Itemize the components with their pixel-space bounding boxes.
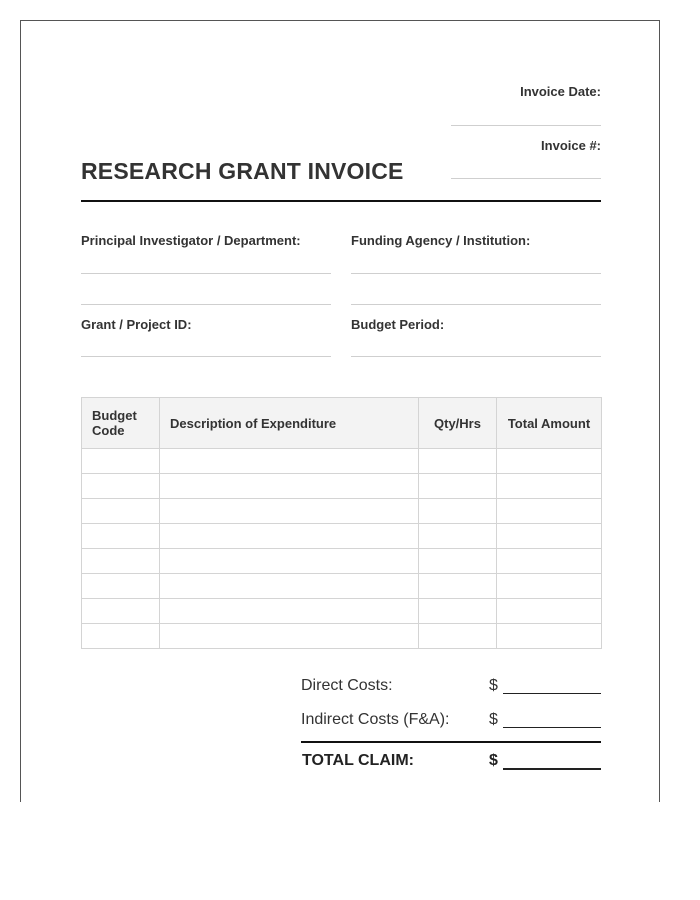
description-cell[interactable] bbox=[160, 574, 419, 599]
qty-hrs-cell[interactable] bbox=[419, 474, 497, 499]
invoice-number-label: Invoice #: bbox=[541, 138, 601, 153]
table-row bbox=[82, 524, 602, 549]
direct-costs-field[interactable] bbox=[503, 693, 601, 694]
table-header-row bbox=[82, 398, 602, 449]
description-cell[interactable] bbox=[160, 549, 419, 574]
qty-hrs-cell[interactable] bbox=[419, 549, 497, 574]
budget-period-field[interactable] bbox=[351, 356, 601, 357]
total-amount-cell[interactable] bbox=[497, 549, 602, 574]
description-cell[interactable] bbox=[160, 624, 419, 649]
total-amount-cell[interactable] bbox=[497, 599, 602, 624]
column-header-qty-hrs: Qty/Hrs bbox=[419, 398, 497, 449]
qty-hrs-cell[interactable] bbox=[419, 524, 497, 549]
total-amount-cell[interactable] bbox=[497, 624, 602, 649]
table-body bbox=[82, 449, 602, 649]
table-row bbox=[82, 599, 602, 624]
column-header-description: Description of Expenditure bbox=[160, 398, 419, 449]
budget-code-cell[interactable] bbox=[82, 599, 160, 624]
expenditure-table bbox=[81, 397, 602, 649]
total-amount-cell[interactable] bbox=[497, 524, 602, 549]
budget-code-cell[interactable] bbox=[82, 499, 160, 524]
funding-agency-field-line-1[interactable] bbox=[351, 273, 601, 274]
column-header-total-amount: Total Amount bbox=[497, 398, 602, 449]
budget-period-label: Budget Period: bbox=[351, 317, 445, 332]
indirect-costs-field[interactable] bbox=[503, 727, 601, 728]
table-row bbox=[82, 624, 602, 649]
budget-code-cell[interactable] bbox=[82, 474, 160, 499]
total-claim-currency: $ bbox=[489, 752, 498, 769]
total-amount-cell[interactable] bbox=[497, 474, 602, 499]
funding-agency-label: Funding Agency / Institution: bbox=[351, 233, 531, 248]
pi-department-field-line-2[interactable] bbox=[81, 304, 331, 305]
total-amount-cell[interactable] bbox=[497, 449, 602, 474]
indirect-costs-currency: $ bbox=[489, 711, 498, 728]
budget-code-cell[interactable] bbox=[82, 549, 160, 574]
title-rule bbox=[81, 200, 601, 202]
table-row bbox=[82, 574, 602, 599]
description-cell[interactable] bbox=[160, 449, 419, 474]
description-cell[interactable] bbox=[160, 524, 419, 549]
grant-id-label: Grant / Project ID: bbox=[81, 317, 192, 332]
description-cell[interactable] bbox=[160, 499, 419, 524]
total-claim-field[interactable] bbox=[503, 768, 601, 770]
indirect-costs-label: Indirect Costs (F&A): bbox=[301, 711, 450, 728]
qty-hrs-cell[interactable] bbox=[419, 449, 497, 474]
description-cell[interactable] bbox=[160, 474, 419, 499]
description-cell[interactable] bbox=[160, 599, 419, 624]
table-row bbox=[82, 549, 602, 574]
total-amount-cell[interactable] bbox=[497, 499, 602, 524]
invoice-page bbox=[20, 20, 660, 802]
table-row bbox=[82, 449, 602, 474]
budget-code-cell[interactable] bbox=[82, 574, 160, 599]
pi-department-label: Principal Investigator / Department: bbox=[81, 233, 301, 248]
qty-hrs-cell[interactable] bbox=[419, 624, 497, 649]
column-header-budget-code: Budget Code bbox=[82, 398, 160, 449]
invoice-date-label: Invoice Date: bbox=[520, 84, 601, 99]
pi-department-field-line-1[interactable] bbox=[81, 273, 331, 274]
page-title: RESEARCH GRANT INVOICE bbox=[81, 158, 404, 184]
qty-hrs-cell[interactable] bbox=[419, 499, 497, 524]
total-claim-label: TOTAL CLAIM: bbox=[302, 752, 414, 769]
direct-costs-currency: $ bbox=[489, 677, 498, 694]
invoice-date-field[interactable] bbox=[451, 125, 601, 126]
qty-hrs-cell[interactable] bbox=[419, 574, 497, 599]
qty-hrs-cell[interactable] bbox=[419, 599, 497, 624]
grant-id-field[interactable] bbox=[81, 356, 331, 357]
invoice-number-field[interactable] bbox=[451, 178, 601, 179]
budget-code-cell[interactable] bbox=[82, 624, 160, 649]
budget-code-cell[interactable] bbox=[82, 449, 160, 474]
direct-costs-label: Direct Costs: bbox=[301, 677, 393, 694]
funding-agency-field-line-2[interactable] bbox=[351, 304, 601, 305]
budget-code-cell[interactable] bbox=[82, 524, 160, 549]
total-amount-cell[interactable] bbox=[497, 574, 602, 599]
table-row bbox=[82, 499, 602, 524]
totals-rule bbox=[301, 741, 601, 743]
table-row bbox=[82, 474, 602, 499]
